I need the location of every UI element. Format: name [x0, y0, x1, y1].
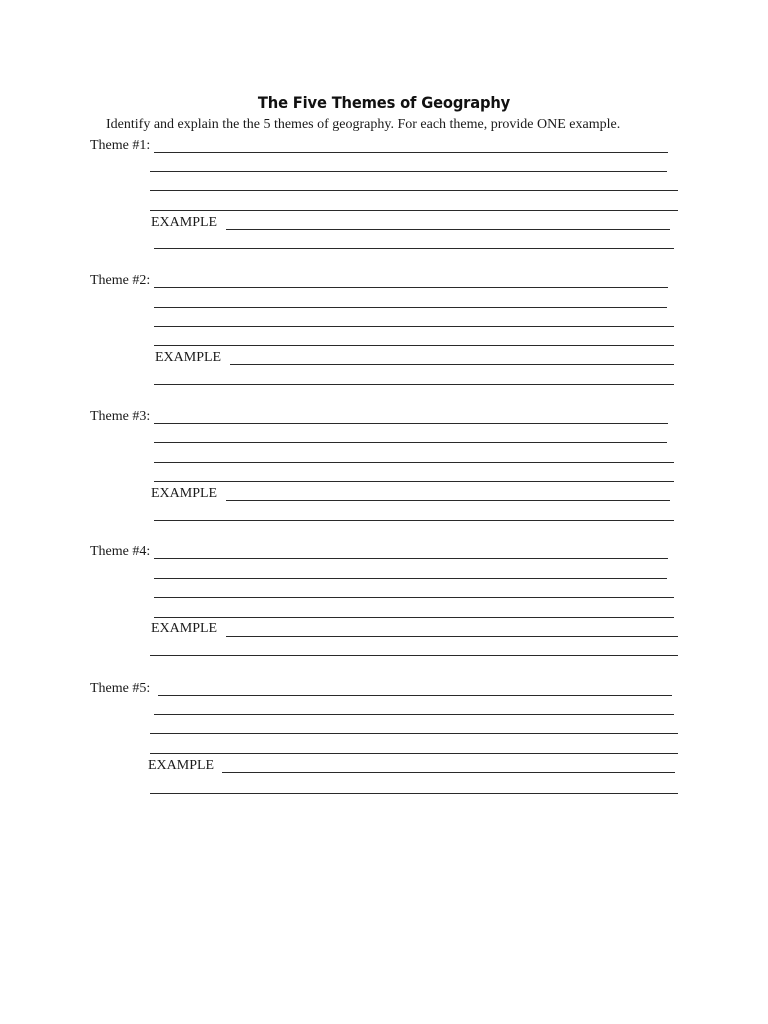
example-line[interactable]	[230, 364, 674, 365]
answer-line[interactable]	[154, 423, 668, 424]
instructions: Identify and explain the the 5 themes of geography. For each theme, provide ONE example.	[106, 117, 621, 132]
answer-line[interactable]	[150, 190, 678, 191]
example-label: EXAMPLE	[151, 486, 218, 501]
answer-line[interactable]	[154, 481, 674, 482]
answer-line[interactable]	[154, 307, 667, 308]
example-line[interactable]	[226, 500, 670, 501]
answer-line[interactable]	[154, 442, 667, 443]
answer-line[interactable]	[154, 287, 668, 288]
answer-line[interactable]	[154, 345, 674, 346]
answer-line[interactable]	[154, 152, 668, 153]
answer-line[interactable]	[150, 171, 667, 172]
theme-label: Theme #3:	[90, 409, 151, 424]
answer-line[interactable]	[154, 384, 674, 385]
example-label: EXAMPLE	[155, 350, 222, 365]
answer-line[interactable]	[154, 248, 674, 249]
answer-line[interactable]	[150, 655, 678, 656]
answer-line[interactable]	[154, 578, 667, 579]
theme-label: Theme #1:	[90, 138, 151, 153]
worksheet-title: The Five Themes of Geography	[257, 93, 511, 112]
answer-line[interactable]	[150, 733, 678, 734]
theme-label: Theme #4:	[90, 544, 151, 559]
answer-line[interactable]	[154, 714, 674, 715]
answer-line[interactable]	[150, 210, 678, 211]
answer-line[interactable]	[154, 558, 668, 559]
example-label: EXAMPLE	[151, 215, 218, 230]
example-label: EXAMPLE	[148, 758, 215, 773]
theme-label: Theme #2:	[90, 273, 151, 288]
example-label: EXAMPLE	[151, 621, 218, 636]
answer-line[interactable]	[154, 597, 674, 598]
answer-line[interactable]	[150, 753, 678, 754]
answer-line[interactable]	[150, 793, 678, 794]
answer-line[interactable]	[154, 520, 674, 521]
example-line[interactable]	[226, 229, 670, 230]
example-line[interactable]	[226, 636, 678, 637]
answer-line[interactable]	[158, 695, 672, 696]
answer-line[interactable]	[154, 462, 674, 463]
example-line[interactable]	[222, 772, 675, 773]
answer-line[interactable]	[154, 326, 674, 327]
theme-label: Theme #5:	[90, 681, 151, 696]
answer-line[interactable]	[154, 617, 674, 618]
